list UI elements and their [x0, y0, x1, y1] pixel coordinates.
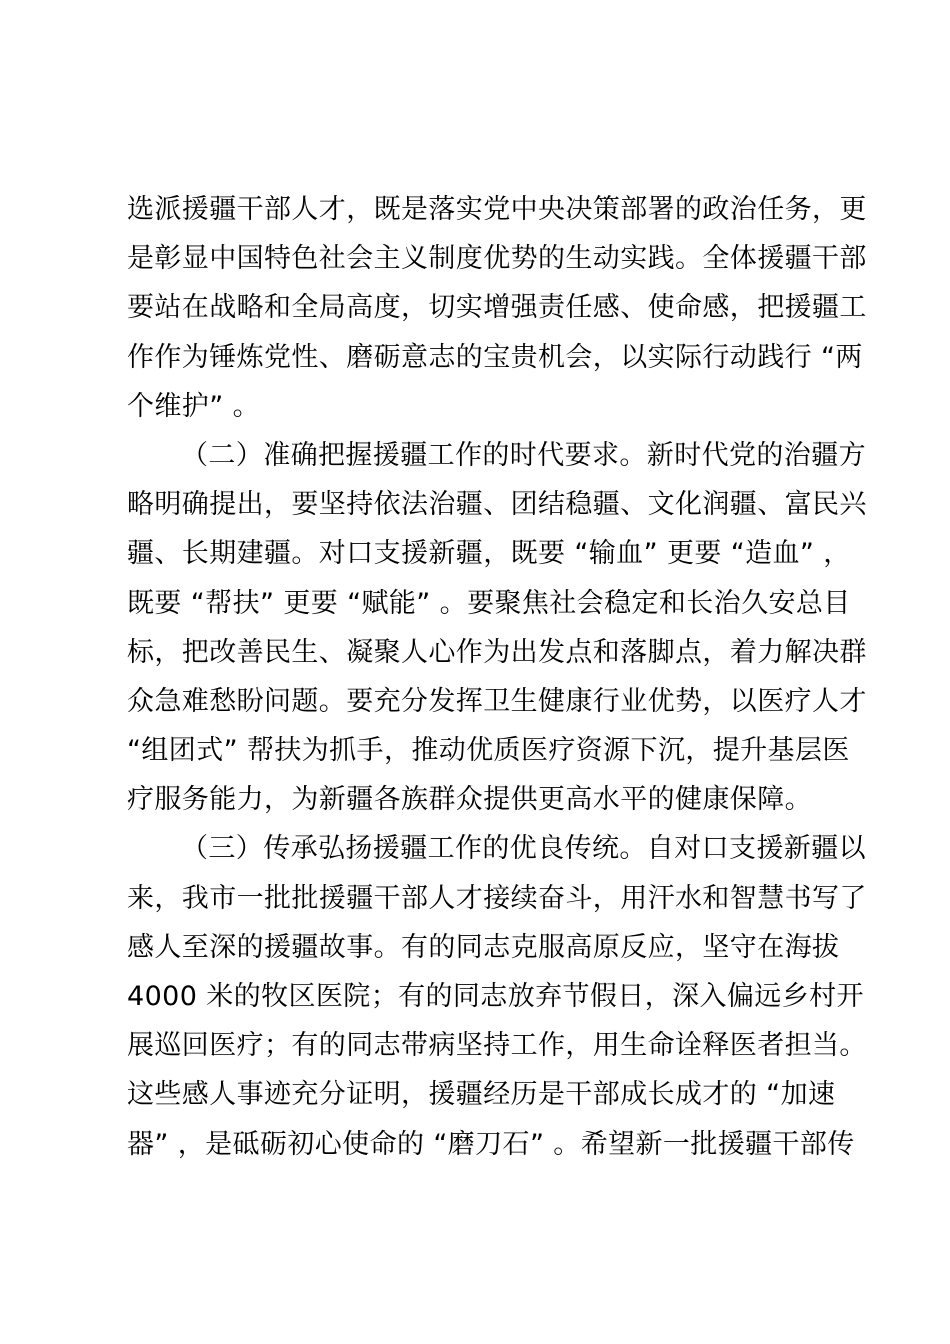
- body-line: 感人至深的援疆故事。有的同志克服高原反应，坚守在海拔: [127, 931, 840, 963]
- body-line: 要站在战略和全局高度，切实增强责任感、使命感，把援疆工: [127, 292, 867, 324]
- body-line: 是彰显中国特色社会主义制度优势的生动实践。全体援疆干部: [127, 243, 867, 275]
- body-line: 这些感人事迹充分证明，援疆经历是干部成长成才的 “加速: [127, 1079, 836, 1111]
- document-body: [127, 185, 867, 1169]
- body-line: 器” ，是砥砺初心使命的 “磨刀石” 。希望新一批援疆干部传: [127, 1128, 855, 1160]
- body-line: 众急难愁盼问题。要充分发挥卫生健康行业优势，以医疗人才: [127, 685, 867, 717]
- body-line: 略明确提出，要坚持依法治疆、团结稳疆、文化润疆、富民兴: [127, 489, 867, 521]
- body-line: 选派援疆干部人才，既是落实党中央决策部署的政治任务，更: [127, 194, 867, 225]
- body-line: 既要 “帮扶” 更要 “赋能” 。要聚焦社会稳定和长治久安总目: [127, 587, 851, 619]
- section-heading-line: （二）准确把握援疆工作的时代要求。新时代党的治疆方: [181, 439, 866, 471]
- body-line: 来，我市一批批援疆干部人才接续奋斗，用汗水和智慧书写了: [127, 882, 867, 914]
- section-heading-line: （三）传承弘扬援疆工作的优良传统。自对口支援新疆以: [181, 833, 866, 865]
- body-line: 疗服务能力，为新疆各族群众提供更高水平的健康保障。: [127, 784, 812, 816]
- body-line: 4000 米的牧区医院；有的同志放弃节假日，深入偏远乡村开: [127, 981, 864, 1012]
- body-line: 作作为锤炼党性、磨砺意志的宝贵机会，以实际行动践行 “两: [127, 341, 863, 373]
- body-line: 展巡回医疗；有的同志带病坚持工作，用生命诠释医者担当。: [127, 1030, 867, 1062]
- body-line: 疆、长期建疆。对口支援新疆，既要 “输血” 更要 “造血” ，: [127, 538, 851, 570]
- body-line: 个维护” 。: [127, 390, 260, 422]
- body-line: 标，把改善民生、凝聚人心作为出发点和落脚点，着力解决群: [127, 636, 867, 668]
- body-line: “组团式” 帮扶为抓手，推动优质医疗资源下沉，提升基层医: [127, 735, 850, 767]
